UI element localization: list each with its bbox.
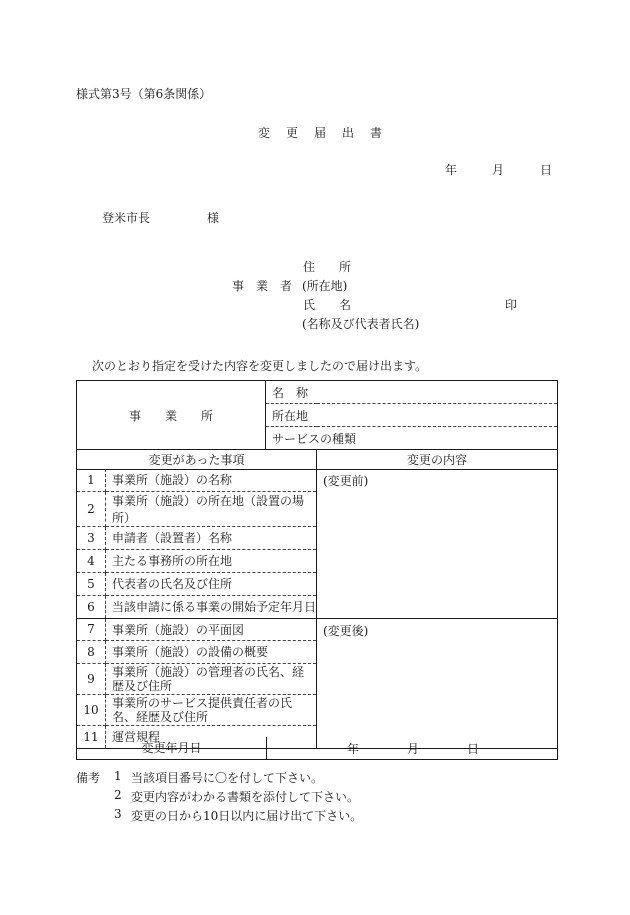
item-text: 当該申請に係る事業の開始予定年月日 [106,595,317,618]
item-number: 6 [77,595,106,618]
change-date-month: 月 [407,742,420,756]
item-number: 1 [77,469,106,491]
item-text: 運営規程 [106,725,317,748]
content-header: 変更の内容 [317,450,558,470]
office-name-field: 名 称 [266,381,558,404]
item-text: 事業所（施設）の設備の概要 [106,640,317,663]
note-number: 3 [114,807,122,821]
item-text: 事業所（施設）の所在地（設置の場所） [106,491,317,526]
intro-text: 次のとおり指定を受けた内容を変更しましたので届け出ます。 [92,359,428,373]
item-number: 2 [77,491,106,526]
item-number: 9 [77,663,106,694]
items-header: 変更があった事項 [77,450,317,470]
after-label: (変更後) [323,623,369,638]
form-number: 様式第3号（第6条関係） [76,87,212,101]
addressee-name: 登米市長 [102,211,151,225]
document-title: 変 更 届 出 書 [258,126,385,140]
change-date-day: 日 [467,742,480,756]
change-form-table [76,380,558,470]
item-text: 事業所（施設）の平面図 [106,618,317,640]
items-table [76,469,558,749]
note-number: 2 [114,788,122,802]
item-number: 7 [77,618,106,640]
item-text: 事業所のサービス提供責任者の氏名、経歴及び住所 [106,694,317,725]
item-number: 11 [77,725,106,748]
item-number: 8 [77,640,106,663]
office-label: 事 業 所 [77,381,266,450]
address-label: 住 所 [303,260,352,274]
addressee-suffix: 様 [207,211,220,225]
item-number: 4 [77,549,106,572]
item-text: 事業所（施設）の名称 [106,469,317,491]
note-text: 当該項目番号に〇を付して下さい。 [131,771,324,785]
date-day: 日 [540,163,553,177]
notes-label: 備考 [76,771,101,785]
item-text: 事業所（施設）の管理者の氏名、経歴及び住所 [106,663,317,694]
item-number: 3 [77,526,106,549]
change-date-value[interactable] [267,737,558,759]
before-content-cell[interactable] [317,469,558,618]
change-date-table [76,737,558,760]
note-number: 1 [114,769,122,783]
item-text: 申請者（設置者）名称 [106,526,317,549]
change-date-label: 変更年月日 [77,737,267,759]
seal-mark: 印 [505,298,518,312]
name-sub-label: (名称及び代表者氏名) [302,317,420,331]
change-date-year: 年 [347,742,360,756]
date-month: 月 [492,163,505,177]
after-content-cell[interactable] [317,618,558,748]
note-text: 変更内容がわかる書類を添付して下さい。 [131,790,360,804]
applicant-label: 事 業 者 [232,279,293,293]
name-label: 氏 名 [303,298,352,312]
before-label: (変更前) [323,474,369,488]
item-number: 5 [77,572,106,595]
office-address-field: 所在地 [266,404,558,427]
date-year: 年 [445,163,458,177]
item-text: 主たる事務所の所在地 [106,549,317,572]
address-sub-label: (所在地) [302,279,348,293]
note-text: 変更の日から10日以内に届け出て下さい。 [131,809,363,823]
item-number: 10 [77,694,106,725]
item-text: 代表者の氏名及び住所 [106,572,317,595]
office-service-field: サービスの種類 [266,427,558,450]
